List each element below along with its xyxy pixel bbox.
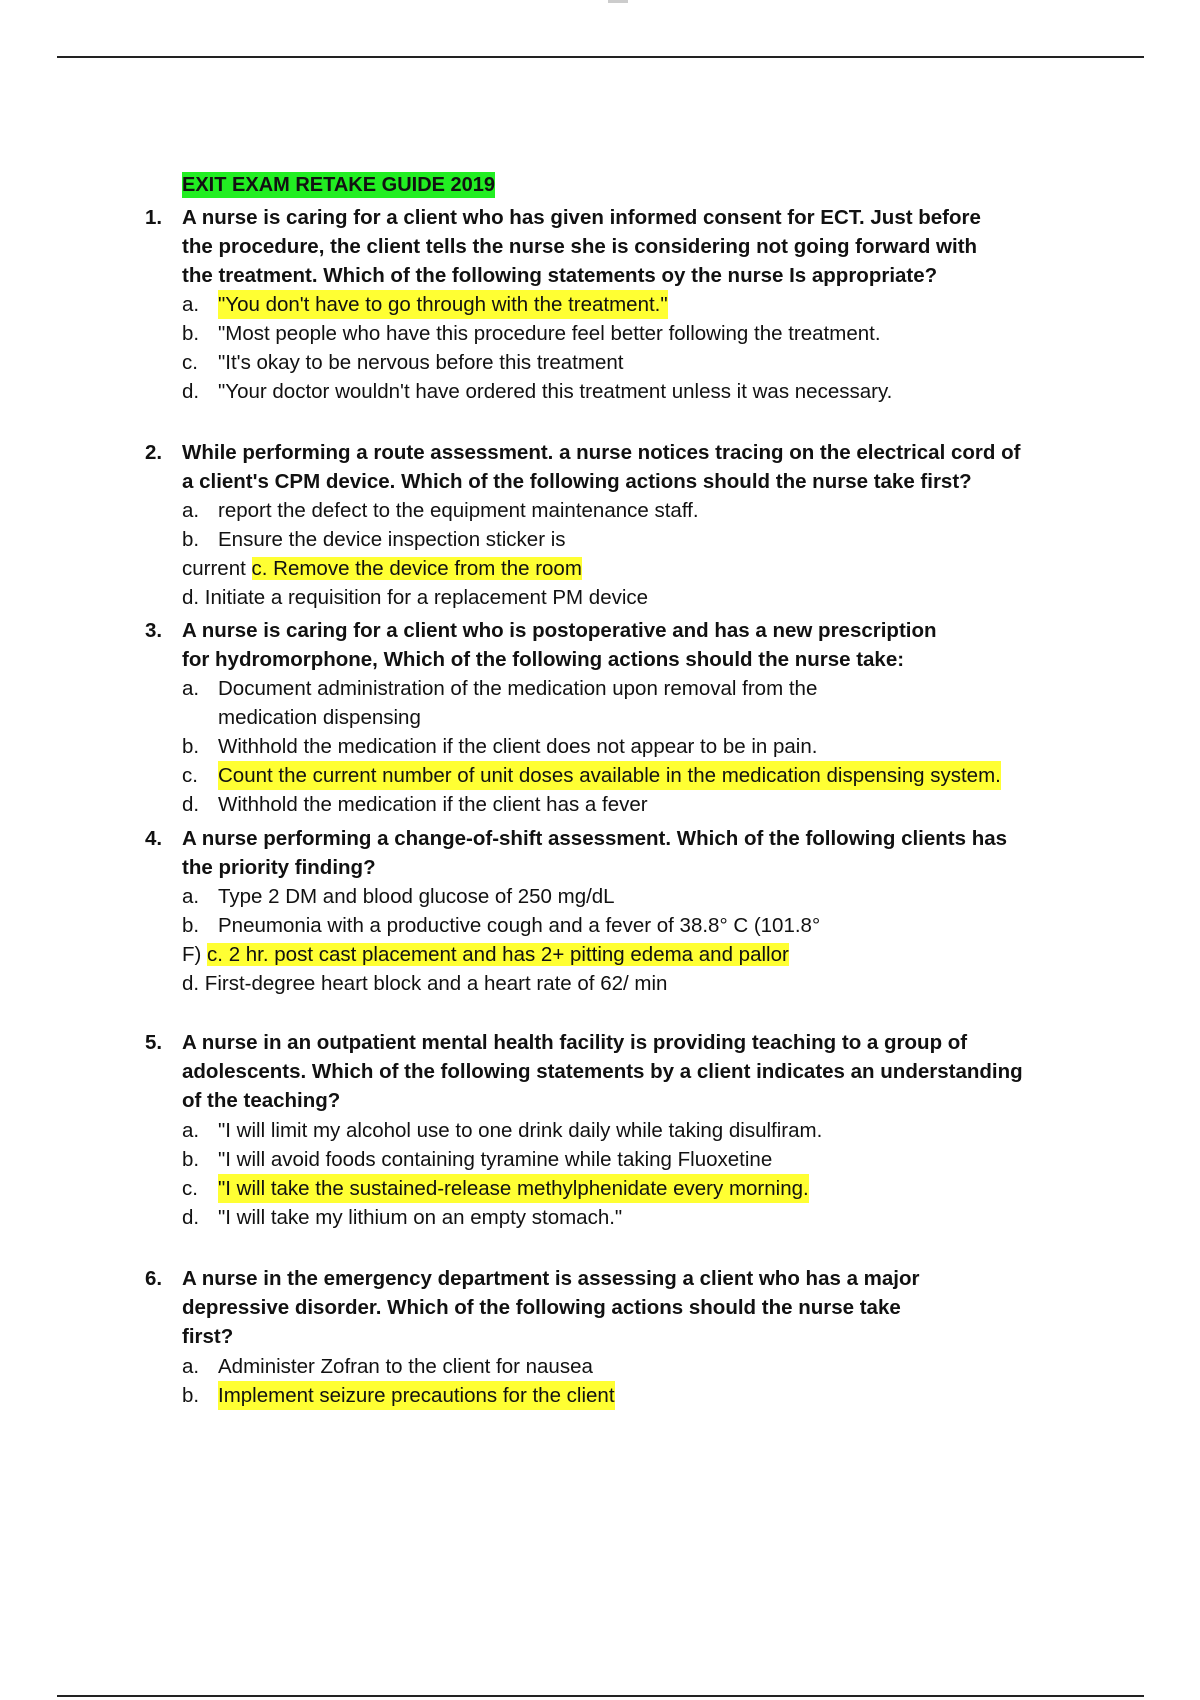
options-5	[182, 1116, 822, 1232]
question-number: 6.	[145, 1267, 163, 1290]
question-number: 5.	[145, 1031, 163, 1054]
question-stem: A nurse is caring for a client who has given informed consent for ECT. Just before the procedure, the client tells the nurse she is considering not going forward with the treatment. Which of the following statements oy the nurse Is appropriate?	[182, 206, 981, 287]
correct-answer: c. Remove the device from the room	[251, 557, 582, 580]
option-c: F) c. 2 hr. post cast placement and has 2+ pitting edema and pallor	[182, 943, 789, 966]
option-d: d. "I will take my lithium on an empty stomach."	[182, 1206, 623, 1229]
option-c: current c. Remove the device from the room	[182, 557, 582, 580]
question-4	[145, 824, 1007, 882]
option-c: c. "It's okay to be nervous before this treatment	[182, 351, 624, 374]
option-b: b. "Most people who have this procedure feel better following the treatment.	[182, 322, 881, 345]
question-6	[145, 1264, 920, 1351]
question-stem: A nurse performing a change-of-shift assessment. Which of the following clients has the priority finding?	[182, 827, 1008, 879]
option-b: b. Ensure the device inspection sticker is	[182, 528, 566, 551]
question-number: 4.	[145, 827, 163, 850]
option-b: b. "I will avoid foods containing tyramine while taking Fluoxetine	[182, 1148, 773, 1171]
correct-answer: Implement seizure precautions for the client	[218, 1381, 615, 1410]
option-d: d. First-degree heart block and a heart rate of 62/ min	[182, 972, 668, 995]
page-top-mark	[608, 0, 628, 3]
question-stem: A nurse in an outpatient mental health facility is providing teaching to a group of adolescents. Which of the following statements by a client indicates an understanding of the teaching?	[182, 1031, 1023, 1112]
question-1	[145, 203, 981, 290]
option-a: a. Type 2 DM and blood glucose of 250 mg/dL	[182, 885, 615, 908]
correct-answer: Count the current number of unit doses available in the medication dispensing system.	[218, 761, 1001, 790]
options-3	[182, 674, 1001, 819]
correct-answer: c. 2 hr. post cast placement and has 2+ pitting edema and pallor	[207, 943, 789, 966]
question-2	[145, 438, 1020, 496]
option-a: a. "You don't have to go through with the treatment."	[182, 290, 892, 319]
options-6	[182, 1352, 615, 1410]
header-rule	[57, 56, 1144, 58]
option-a: a. report the defect to the equipment maintenance staff.	[182, 499, 699, 522]
options-1	[182, 290, 892, 406]
question-number: 1.	[145, 206, 163, 229]
question-3	[145, 616, 937, 674]
option-d: d. "Your doctor wouldn't have ordered this treatment unless it was necessary.	[182, 380, 893, 403]
option-c: c. Count the current number of unit doses available in the medication dispensing system.	[182, 761, 1001, 790]
question-number: 3.	[145, 619, 163, 642]
option-a: a. Administer Zofran to the client for nausea	[182, 1355, 593, 1378]
options-4	[182, 882, 820, 998]
option-d: d. Withhold the medication if the client has a fever	[182, 793, 648, 816]
question-stem: While performing a route assessment. a nurse notices tracing on the electrical cord of a client's CPM device. Which of the following actions should the nurse take first?	[182, 441, 1021, 493]
option-b: b. Pneumonia with a productive cough and a fever of 38.8° C (101.8°	[182, 914, 821, 937]
option-d: d. Initiate a requisition for a replacement PM device	[182, 586, 649, 609]
correct-answer: "I will take the sustained-release methylphenidate every morning.	[218, 1174, 809, 1203]
question-5	[145, 1028, 1023, 1115]
question-number: 2.	[145, 441, 163, 464]
option-a: a. Document administration of the medication upon removal from the medication dispensing	[182, 677, 818, 729]
correct-answer: "You don't have to go through with the treatment."	[218, 290, 668, 319]
option-b: b. Withhold the medication if the client does not appear to be in pain.	[182, 735, 818, 758]
options-2	[182, 496, 699, 612]
option-c: c. "I will take the sustained-release methylphenidate every morning.	[182, 1174, 822, 1203]
option-a: a. "I will limit my alcohol use to one drink daily while taking disulfiram.	[182, 1119, 823, 1142]
document-title: EXIT EXAM RETAKE GUIDE 2019	[182, 174, 496, 196]
footer-rule	[57, 1695, 1144, 1697]
question-stem: A nurse is caring for a client who is postoperative and has a new prescription for hydromorphone, Which of the following actions should the nurse take:	[182, 619, 937, 671]
option-b: b. Implement seizure precautions for the client	[182, 1381, 615, 1410]
question-stem: A nurse in the emergency department is assessing a client who has a major depressive disorder. Which of the following actions should the nurse take first?	[182, 1267, 920, 1348]
